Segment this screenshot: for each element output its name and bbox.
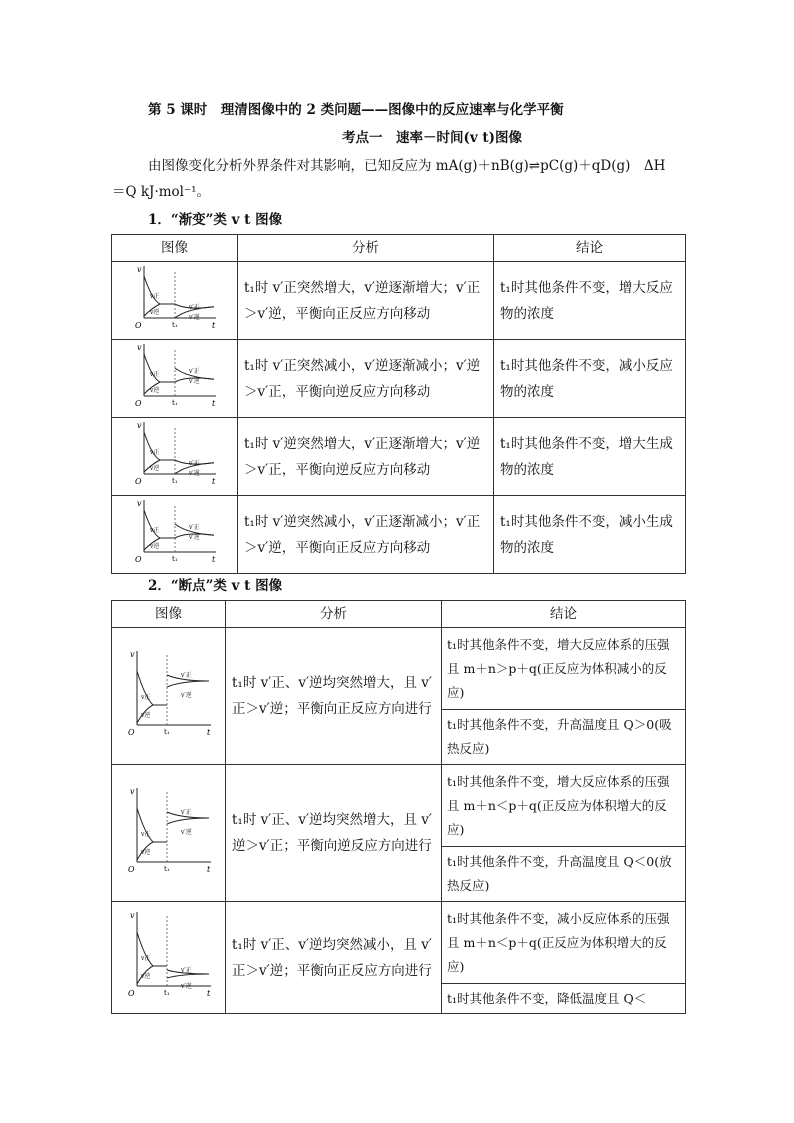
y-axis-label: v [136, 343, 142, 352]
vr2-label: v′逆 [188, 378, 200, 385]
vt-graph [130, 496, 220, 564]
vt-graph [123, 784, 215, 874]
analysis-cell: t₁时 v′正、v′逆均突然增大，且 v′正＞v′逆；平衡向正反应方向进行 [226, 628, 442, 765]
section2-heading: 2．“断点”类 v t 图像 [148, 578, 283, 594]
graph-cell [112, 765, 226, 902]
conclusion-cell: t₁时其他条件不变，增大反应物的浓度 [494, 262, 686, 340]
forward-rate-curve [144, 354, 175, 382]
t1-label: t₁ [163, 864, 170, 873]
conclusion-cell: t₁时其他条件不变，增大生成物的浓度 [494, 418, 686, 496]
graph-cell [112, 262, 238, 340]
analysis-cell: t₁时 v′逆突然增大，v′正逐渐增大；v′逆＞v′正，平衡向逆反应方向移动 [238, 418, 494, 496]
x-axis-label: t [206, 989, 210, 998]
conclusion-cell: t₁时其他条件不变，降低温度且 Q＜ [442, 984, 686, 1014]
graph-cell [112, 418, 238, 496]
forward-rate-curve [144, 432, 175, 460]
conclusion-cell: t₁时其他条件不变，升高温度且 Q＞0(吸热反应) [442, 710, 686, 765]
vr-label: v逆 [140, 973, 150, 980]
header-analysis: 分析 [238, 235, 494, 262]
y-axis-label: v [136, 499, 142, 508]
page-title: 第 5 课时 理清图像中的 2 类问题——图像中的反应速率与化学平衡 [148, 102, 564, 118]
origin-label: O [134, 477, 142, 486]
origin-label: O [127, 727, 135, 737]
vt-graph [123, 908, 215, 998]
vf2-label: v′正 [188, 460, 200, 467]
t1-label: t₁ [171, 321, 178, 329]
analysis-cell: t₁时 v′正、v′逆均突然减小，且 v′正＞v′逆；平衡向正反应方向进行 [226, 902, 442, 1014]
conclusion-cell: t₁时其他条件不变，升高温度且 Q＜0(放热反应) [442, 847, 686, 902]
vf-label: v正 [140, 955, 150, 962]
vr-label: v逆 [149, 309, 159, 316]
vr2-label: v′逆 [188, 470, 200, 477]
x-axis-label: t [211, 321, 215, 330]
y-axis-label: v [129, 649, 135, 659]
vr2-label: v′逆 [188, 314, 200, 321]
analysis-cell: t₁时 v′正突然减小，v′逆逐渐减小；v′逆＞v′正，平衡向逆反应方向移动 [238, 340, 494, 418]
origin-label: O [127, 989, 135, 998]
vf-label: v正 [149, 371, 159, 378]
vt-graph [130, 418, 220, 486]
conclusion-cell: t₁时其他条件不变，减小生成物的浓度 [494, 496, 686, 574]
vf2-label: v′正 [180, 808, 192, 816]
conclusion-cell: t₁时其他条件不变，减小反应体系的压强且 m＋n＜p＋q(正反应为体积增大的反应) [442, 902, 686, 984]
header-image: 图像 [112, 235, 238, 262]
vf2-label: v′正 [188, 368, 200, 375]
gradual-vt-table [111, 234, 686, 574]
header-analysis: 分析 [226, 601, 442, 628]
analysis-cell: t₁时 v′正突然增大，v′逆逐渐增大；v′正＞v′逆，平衡向正反应方向移动 [238, 262, 494, 340]
vf-label: v正 [149, 293, 159, 300]
intro-text-2: ＝Q kJ·mol⁻¹。 [112, 184, 211, 200]
origin-label: O [134, 399, 142, 408]
t1-label: t₁ [171, 399, 178, 407]
y-axis-label: v [129, 786, 135, 796]
t1-label: t₁ [171, 555, 178, 563]
t1-label: t₁ [171, 477, 178, 485]
vr2-label: v′逆 [180, 828, 192, 836]
origin-label: O [127, 864, 135, 874]
vf2-label: v′正 [188, 304, 200, 311]
x-axis-label: t [211, 555, 215, 564]
section1-heading: 1．“渐变”类 v t 图像 [148, 212, 283, 228]
x-axis-label: t [211, 399, 215, 408]
forward-rate-curve [144, 510, 175, 538]
header-conclusion: 结论 [494, 235, 686, 262]
breakpoint-vt-table [111, 600, 686, 1014]
analysis-cell: t₁时 v′逆突然减小，v′正逐渐减小；v′正＞v′逆，平衡向正反应方向移动 [238, 496, 494, 574]
vr-label: v逆 [149, 465, 159, 472]
origin-label: O [134, 321, 142, 330]
vf-label: v正 [149, 449, 159, 456]
graph-cell [112, 496, 238, 574]
x-axis-label: t [206, 864, 210, 874]
vf-label: v正 [140, 830, 150, 838]
reverse-rate-curve [144, 304, 175, 316]
vt-graph [123, 647, 215, 737]
reverse-rate-curve [144, 538, 175, 550]
new-rate-curve-b [167, 818, 209, 824]
graph-cell [112, 902, 226, 1014]
vt-graph [130, 262, 220, 330]
x-axis-label: t [206, 727, 210, 737]
conclusion-cell: t₁时其他条件不变，增大反应体系的压强且 m＋n＜p＋q(正反应为体积增大的反应) [442, 765, 686, 847]
vr-label: v逆 [149, 543, 159, 550]
y-axis-label: v [136, 265, 142, 274]
x-axis-label: t [211, 477, 215, 486]
vt-graph [130, 340, 220, 408]
section-subtitle: 考点一 速率－时间(v t)图像 [342, 130, 523, 146]
vr2-label: v′逆 [188, 534, 200, 541]
intro-text-1: 由图像变化分析外界条件对其影响，已知反应为 mA(g)＋nB(g)⇌pC(g)＋qD(g) ΔH [148, 158, 666, 174]
new-rate-curve-b [167, 974, 209, 978]
vr-label: v逆 [140, 711, 150, 719]
vr-label: v逆 [149, 387, 159, 394]
graph-cell [112, 628, 226, 765]
header-image: 图像 [112, 601, 226, 628]
new-rate-curve-b [167, 681, 209, 687]
origin-label: O [134, 555, 142, 564]
t1-label: t₁ [163, 727, 170, 736]
y-axis-label: v [136, 421, 142, 430]
vr2-label: v′逆 [180, 691, 192, 699]
reverse-rate-curve [144, 382, 175, 394]
graph-cell [112, 340, 238, 418]
vf2-label: v′正 [180, 671, 192, 679]
y-axis-label: v [129, 911, 135, 920]
vf2-label: v′正 [180, 967, 192, 974]
t1-label: t₁ [163, 989, 170, 997]
vf-label: v正 [149, 527, 159, 534]
analysis-cell: t₁时 v′正、v′逆均突然增大，且 v′逆＞v′正；平衡向逆反应方向进行 [226, 765, 442, 902]
conclusion-cell: t₁时其他条件不变，增大反应体系的压强且 m＋n＞p＋q(正反应为体积减小的反应) [442, 628, 686, 710]
vf-label: v正 [140, 693, 150, 701]
vr2-label: v′逆 [180, 983, 192, 990]
header-conclusion: 结论 [442, 601, 686, 628]
vf2-label: v′正 [188, 524, 200, 531]
conclusion-cell: t₁时其他条件不变，减小反应物的浓度 [494, 340, 686, 418]
forward-rate-curve [144, 276, 175, 304]
vr-label: v逆 [140, 848, 150, 856]
reverse-rate-curve [144, 460, 175, 472]
